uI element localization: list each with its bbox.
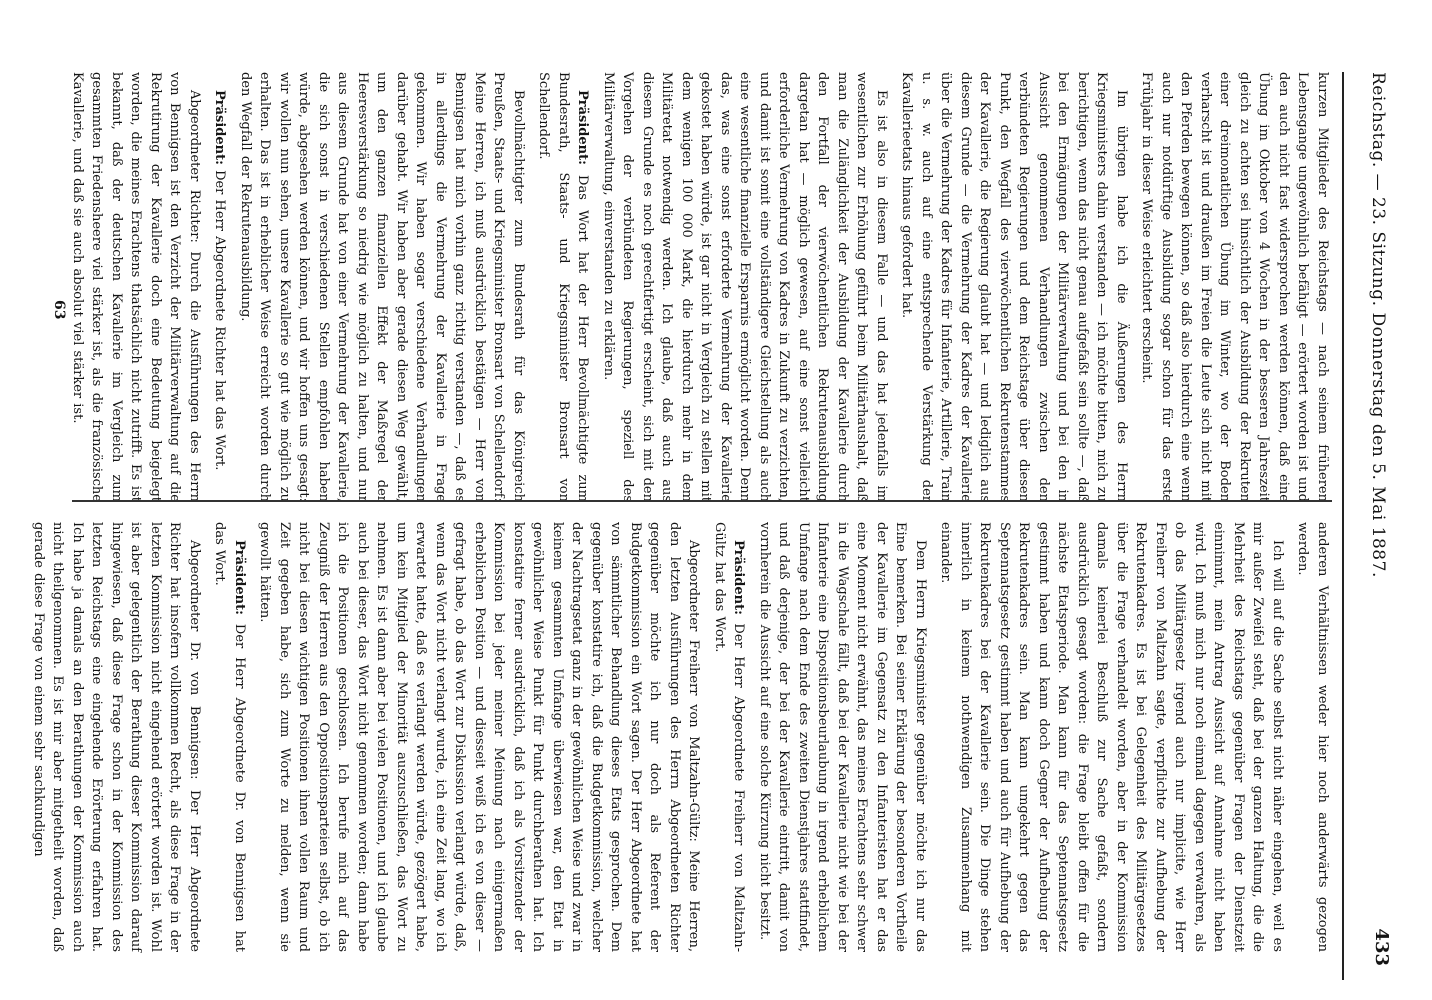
left-paragraph-3: Es ist also in diesem Falle — und das hat jedenfalls im wesentlichen zur Erhöhung geführt beim Militärhaushalt, daß man die Zulänglichkeit der Ausbildung der Kavallerie durch den Fortfall der vierwöchentlichen Rekrutenausbildung dargetan hat — möglich gewesen, auf eine sonst vielleicht erforderliche Vermehrung von Kadres in Zukunft zu verzichten, und damit ist somit eine vollständigere Gleichstellung als auch eine wesentliche finanzielle Ersparnis ermöglicht worden. Denn das, was eine sonst erforderte Vermehrung der Kavallerie gekostet haben würde, ist gar nicht in Vergleich zu stellen mit dem wenigen 100 000 Mark, die hierdurch mehr in dem Militäretat notwendig werden. Ich glaube, daß auch aus diesem Grunde es noch gerechtfertigt erscheint, sich mit den Vorgehen der verbündeten Regierungen, speziell des Militärverwaltung, einverstanden zu erklären. — [601, 72, 889, 502]
right-paragraph-2: Ich will auf die Sache selbst nicht näher eingehen, weil es mir außer Zweifel steht, daß bei der ganzen Haltung, die die Mehrheit des Reichstags gegenüber Fragen der Dienstzeit einnimmt, mein Antrag Aussicht auf Annahme nicht haben wird. Ich muß mich nur noch einmal dagegen verwahren, als ob das Militärgesetz irgend auch nur implicite, wie Herr Freiherr von Maltzahn sagte, verpflichte zur Aufhebung der Rekrutenkadres. Es ist bei Gelegenheit des Militärgesetzes über die Frage verhandelt worden, aber in der Kommission damals keinerlei Beschluß zur Sache gefaßt, sondern ausdrücklich gesagt worden: die Frage bleibt offen für die nächste Etatsperiode. Man kann für das Septennatsgesetz gestimmt haben und kann doch Gegner der Aufhebung der Rekrutenkadres sein. Man kann umgekehrt gegen das Septennatsgesetz gestimmt haben und auch für Aufhebung der Rekrutenkadres bei der Kavallerie sein. Die Dinge stehen innerlich in keinem nothwendigen Zusammenhang mit einander. — [938, 522, 1285, 952]
left-paragraph-2: Im übrigen habe ich die Äußerungen des Herrn Kriegsministers dahin verstanden — ich möchte bitten, mich zu berichtigen, wenn das nicht genau aufgefaßt sein sollte —, daß bei den Ermägungen der Militärverwaltung und bei den in Aussicht genommenen Verhandlungen zwischen den verbündeten Regierungen und dem Reichstage über diesen Punkt, den Wegfall des vierwöchentlichen Rekrutenstammes der Kavallerie, die Regierung glaubt hat — und lediglich aus diesem Grunde — die Vermehrung der Kadres der Kavallerie über die Vermehrung der Kadres für Infanterie, Artillerie, Train u. s. w. auch auf eine entsprechende Verstärkung der Kavallerieetats hinaus gefordert hat. — [899, 72, 1129, 502]
speaker-label: Präsident: — [232, 540, 247, 615]
speech-text: Das Wort hat der Herr Bevollmächtigte zum Bundesrath, Staats- und Kriegsminister Bronsart von Schellendorf. — [536, 72, 591, 502]
right-paragraph-5: Abgeordneter Freiherr von Maltzahn-Gültz: Meine Herren, den letzten Ausführungen des Herrn Abgeordneten Richter gegenüber möchte ich nur doch als Referent der Budgetkommission ein Wort sagen. Der Herr Abgeordnete hat von sämmtlicher Behandlung dieses Etats gesprochen. Dem gegenüber konstatire ich, daß die Budgetkommission, welcher der Nachtragsetat ganz in der gewöhnlichen Weise und zwar in keinem gesammten Umfange überwiesen war, den Etat in gewöhnlicher Weise Punkt für Punkt durchberathen hat. Ich konstatire ferner ausdrücklich, daß ich als Vorsitzender der Kommission bei jeder meiner Meinung nach einigermaßen erheblichen Position — und diesseit weiß ich es von dieser — gefragt habe, ob das Wort zur Diskussion verlangt würde, daß, wenn das Wort nicht verlangt wurde, ich eine Zeit lang, wo ich erwartet hatte, daß es verlangt werden würde, gezögert habe, um kein Mitglied der Minorität auszuschließen, das Wort zu nehmen. Es ist dann aber bei vielen Positionen, und ich glaube auch bei dieser, das Wort nicht genommen worden; dann habe ich die Positionen geschlossen. Ich berufe mich auf das Zeugniß der Herren aus den Oppositionsparteien selbst, ob ich nicht bei diesen wichtigen Positionen ihnen vollen Raum und Zeit gegeben habe, sich zum Worte zu melden, wenn sie gewollt hätten. — [257, 522, 702, 952]
page-number: 433 — [1371, 928, 1392, 966]
left-column — [72, 72, 1332, 502]
right-paragraph-1: anderen Verhältnissen weder hier noch anderwärts gezogen werden. — [1295, 522, 1330, 952]
left-paragraph-7: Abgeordneter Richter: Durch die Ausführungen des Herrn von Bennigsen ist den Verzicht der Militärverwaltung auf die Rekrutirung der Kavallerie doch eine Bedeutung beigelegt worden, die meines Erachtens thatsächlich nicht zutrifft. Es ist bekannt, daß der deutschen Kavallerie im Vergleich zum gesammten Friedensheere viel stärker ist, als die französische Kavallerie, und daß sie auch absolut viel stärker ist. — [70, 72, 202, 502]
speaker-label: Präsident: — [575, 90, 591, 165]
column-divider — [72, 500, 1332, 502]
speech-text: Der Herr Abgeordnete Dr. von Bennigsen hat das Wort. — [212, 522, 247, 952]
printer-signature: 63 — [51, 300, 67, 320]
left-paragraph-6 — [210, 72, 230, 502]
running-head: Reichstag. — 23. Sitzung. Donnerstag den 5. Mai 1887. — [1368, 72, 1388, 578]
left-paragraph-4 — [534, 72, 593, 502]
right-paragraph-4 — [710, 522, 749, 952]
speaker-label: Präsident: — [212, 90, 228, 165]
right-paragraph-6 — [210, 522, 249, 952]
right-paragraph-3: Dem Herrn Kriegsminister gegenüber möchte ich nur das Eine bemerken. Bei seiner Erklärung der besonderen Vortheile der Kavallerie im Gegensatz zu den Infanteristen hat er das eine Moment nicht erwähnt, das meines Erachtens sehr schwer in die Wagschale fällt, daß bei der Kavallerie nicht wie bei der Infanterie eine Dispositionsbeurlaubung in irgend erheblichem Umfange nach dem Ende des zweiten Dienstjahres stattfindet, und daß derjenige, der bei der Kavallerie eintritt, damit von vornherein die Aussicht auf eine solche Kürzung nicht besitzt. — [757, 522, 928, 952]
speech-text: Der Herr Abgeordnete Freiherr von Maltzahn-Gültz hat das Wort. — [712, 522, 747, 952]
right-column — [31, 522, 1332, 952]
page-header — [1336, 72, 1432, 972]
header-rule — [1342, 72, 1344, 980]
left-paragraph-5: Bevollmächtigter zum Bundesrath für das Königreich Preußen, Staats- und Kriegsminister Bronsart von Schellendorf: Meine Herren, ich muß ausdrücklich bestätigen — Herr von Bennigsen hat mich vorhin ganz richtig verstanden —, daß es in allerdings die Vermehrung der Kavallerie in Frage gekommen. Wir haben sogar verschiedene Verhandlungen darüber gehabt. Wir haben aber gerade diesen Weg gewählt, um den ganzen finanziellen Effekt der Maßregel der Heeresverstärkung so niedrig wie möglich zu halten, und nur aus diesem Grunde hat von einer Vermehrung der Kavallerie, die sich sonst in verschiedenen Stellen empfohlen haben würde, abgesehen werden können, und wir hoffen uns gesagt: wir wollen nun sehen, unsere Kavallerie so gut wie möglich zu erhalten. Das ist in erheblicher Weise erreicht worden durch den Wegfall der Rekrutenausbildung. — [238, 72, 526, 502]
speaker-label: Präsident: — [731, 540, 747, 615]
right-paragraph-7: Abgeordneter Dr. von Bennigsen: Der Herr Abgeordnete Richter hat insofern vollkommen Recht, als diese Frage in der letzten Kommission nicht eingehend erörtert worden ist. Wohl ist aber gelegentlich der Berathung dieser Kommission darauf hingewiesen, daß diese Frage schon in der Kommission des letzten Reichstags eine eingehende Erörterung erfahren hat. Ich habe ja damals an den Berathungen der Kommission auch nicht theilgenommen. Es ist mir aber mitgetheilt worden, daß gerade diese Frage von einem sehr sachkundigen — [31, 522, 202, 952]
speech-text: Der Herr Abgeordnete Richter hat das Wort. — [212, 170, 228, 471]
left-paragraph-1: kurzen Mitglieder des Reichstags — nach seinem früheren Lebensgange ungewöhnlich befähigt — erörtert worden ist und den auch nicht fast widersprochen werden können, daß eine Übung im Oktober von 4 Wochen in der besseren Jahreszeit gleich zu achten sei hinsichtlich der Ausbildung der Rekruten einer dreimonatlichen Übung im Winter, wo der Boden verharscht ist und draußen im Freien die Leute sich nicht mit den Pferden bewegen können, so daß also hierdurch eine wenn auch nur notdürftige Ausbildung sogar schon für das erste Frühjahr in dieser Weise erleichtert erscheint. — [1139, 72, 1330, 502]
